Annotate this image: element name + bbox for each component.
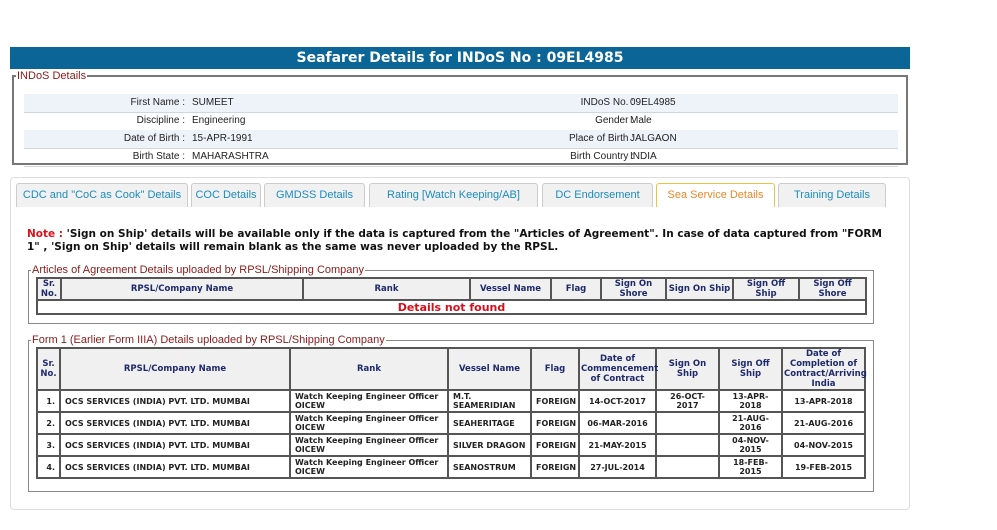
column-header: Rank [290,348,448,390]
table-cell: 18-FEB-2015 [719,456,782,478]
details-not-found: Details not found [37,300,866,314]
table-cell: FOREIGN [531,390,579,412]
table-cell: OCS SERVICES (INDIA) PVT. LTD. MUMBAI [60,456,290,478]
note-text: 'Sign on Ship' details will be available only if the data is captured from the "Articles of Agreement". In case of data captured from "FORM 1" , 'Sign on Ship' details will remain blank as the same was never uploaded by the RPSL. [27,228,882,253]
column-header: Rank [303,278,470,300]
tab-coc-details[interactable]: COC Details [191,183,261,207]
field-label: Date of Birth : [123,133,185,144]
table-cell: 21-MAY-2015 [579,434,656,456]
details-tab-panel [10,177,910,510]
table-cell [656,456,719,478]
table-cell: 13-APR-2018 [782,390,865,412]
table-cell: 04-NOV-2015 [719,434,782,456]
table-cell: M.T. SEAMERIDIAN [448,390,531,412]
table-cell: SEAHERITAGE [448,412,531,434]
field-value: JALGAON [630,133,677,144]
field-label: Gender : [595,115,634,126]
form1-legend: Form 1 (Earlier Form IIIA) Details uploaded by RPSL/Shipping Company [32,334,385,346]
column-header: Flag [551,278,601,300]
table-cell: OCS SERVICES (INDIA) PVT. LTD. MUMBAI [60,434,290,456]
column-header: Sign Off Ship [719,348,782,390]
table-row [37,434,865,456]
table-cell: OCS SERVICES (INDIA) PVT. LTD. MUMBAI [60,390,290,412]
column-header: Sr. No. [37,278,61,300]
tab-cdc-and-coc-as-cook-details[interactable]: CDC and "CoC as Cook" Details [16,183,188,207]
tab-sea-service-details[interactable]: Sea Service Details [656,183,775,207]
articles-legend: Articles of Agreement Details uploaded by RPSL/Shipping Company [32,264,365,276]
table-cell: 06-MAR-2016 [579,412,656,434]
table-cell: 21-AUG-2016 [719,412,782,434]
table-cell: FOREIGN [531,456,579,478]
table-cell: 04-NOV-2015 [782,434,865,456]
table-cell: Watch Keeping Engineer Officer OICEW [290,456,448,478]
table-cell: 13-APR-2018 [719,390,782,412]
tab-gmdss-details[interactable]: GMDSS Details [264,183,365,207]
table-cell [656,434,719,456]
indos-detail-row [24,130,898,149]
tab-training-details[interactable]: Training Details [778,183,886,207]
table-cell: 2. [37,412,60,434]
table-cell: Watch Keeping Engineer Officer OICEW [290,434,448,456]
table-cell: 4. [37,456,60,478]
articles-header-row [37,278,866,300]
articles-table [36,277,867,315]
indos-details-legend: INDoS Details [17,70,87,82]
field-value: MAHARASHTRA [192,151,269,162]
column-header: Flag [531,348,579,390]
table-cell: OCS SERVICES (INDIA) PVT. LTD. MUMBAI [60,412,290,434]
field-label: Place of Birth : [568,133,634,144]
table-cell: 3. [37,434,60,456]
form1-header-row [37,348,865,390]
indos-details-section [12,70,908,165]
column-header: RPSL/Company Name [60,348,290,390]
field-value: INDIA [630,151,657,162]
field-label: INDoS No. : [580,97,634,108]
note-prefix: Note : [27,228,63,240]
field-label: First Name : [130,97,185,108]
table-row [37,456,865,478]
table-row [37,412,865,434]
form1-table [36,347,866,479]
column-header: Date of Completion of Contract/Arriving India [784,349,867,389]
table-cell [656,412,719,434]
indos-detail-row [24,94,898,113]
sea-service-note [27,228,887,254]
field-value: Engineering [192,115,246,126]
column-header: Sr. No. [37,348,60,390]
indos-detail-row [24,148,898,167]
column-header: Vessel Name [448,348,531,390]
table-cell: FOREIGN [531,434,579,456]
tab-dc-endorsement[interactable]: DC Endorsement [542,183,653,207]
table-cell: 26-OCT-2017 [656,390,719,412]
column-header: Sign On Shore [601,278,666,300]
table-cell: FOREIGN [531,412,579,434]
column-header: Sign On Ship [666,278,733,300]
column-header: RPSL/Company Name [61,278,303,300]
field-value: 15-APR-1991 [192,133,253,144]
table-row [37,390,865,412]
field-label: Birth State : [132,151,185,162]
table-cell: 19-FEB-2015 [782,456,865,478]
column-header: Date of Commencement of Contract [579,348,656,390]
table-cell: 21-AUG-2016 [782,412,865,434]
table-cell: SEANOSTRUM [448,456,531,478]
column-header: Vessel Name [470,278,551,300]
page-title: Seafarer Details for INDoS No : 09EL4985 [10,47,910,69]
field-label: Birth Country : [570,151,634,162]
table-cell: Watch Keeping Engineer Officer OICEW [290,412,448,434]
indos-detail-row [24,112,898,131]
field-value: Male [630,115,652,126]
table-cell: 27-JUL-2014 [579,456,656,478]
field-value: SUMEET [192,97,234,108]
column-header: Sign Off Shore [799,278,866,300]
tab-rating-watch-keeping-ab[interactable]: Rating [Watch Keeping/AB] [369,183,538,207]
column-header: Sign On Ship [656,348,719,390]
column-header: Sign Off Ship [733,278,799,300]
table-cell: SILVER DRAGON [448,434,531,456]
field-label: Discipline : [136,115,185,126]
table-cell: Watch Keeping Engineer Officer OICEW [290,390,448,412]
field-value: 09EL4985 [630,97,676,108]
table-cell: 1. [37,390,60,412]
table-cell: 14-OCT-2017 [579,390,656,412]
